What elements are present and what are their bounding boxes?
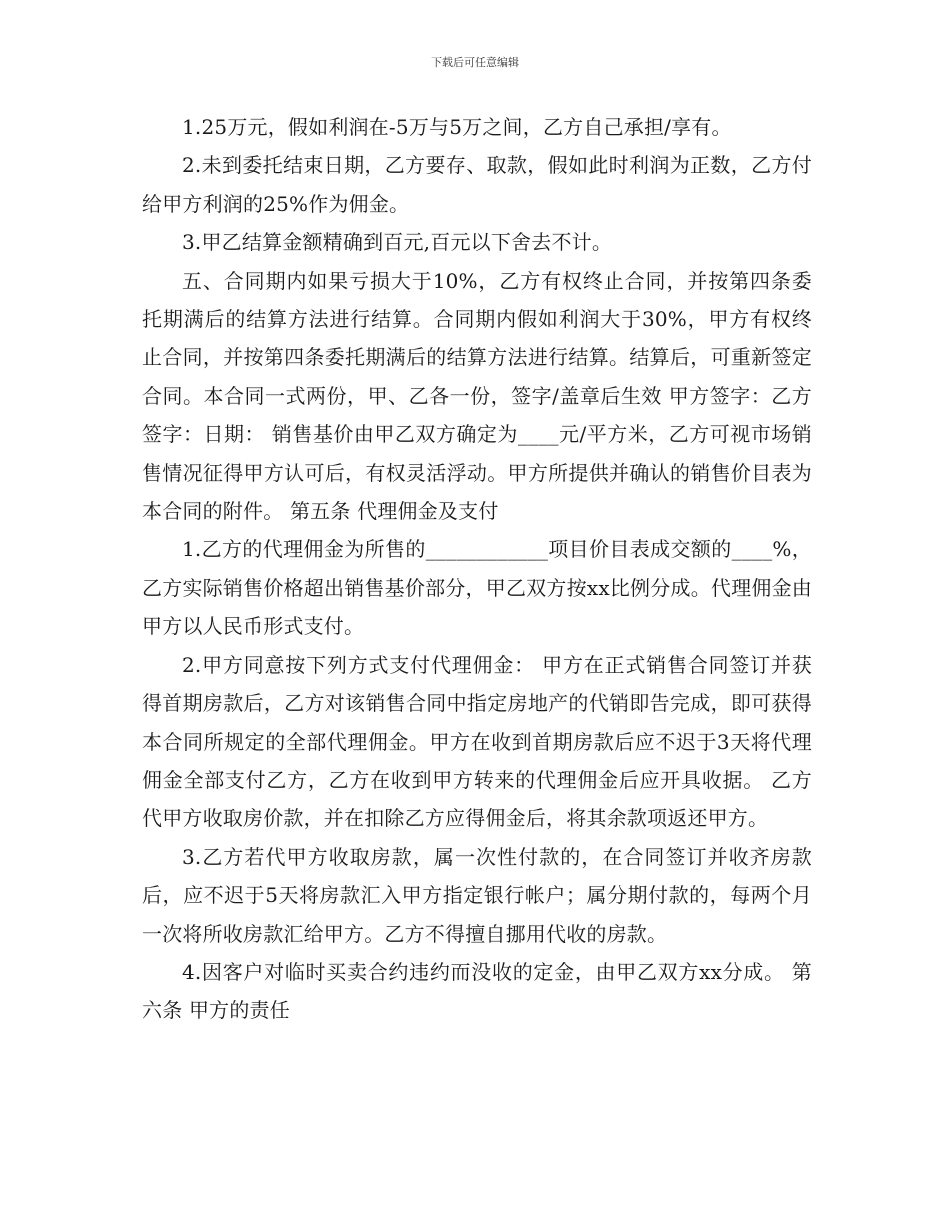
paragraph-8: 4.因客户对临时买卖合约违约而没收的定金，由甲乙双方xx分成。 第六条 甲方的责任 xyxy=(142,959,812,1023)
page-header: 下载后可任意编辑 xyxy=(431,56,519,69)
document-body xyxy=(142,108,812,1030)
paragraph-3: 3.甲乙结算金额精确到百元,百元以下舍去不计。 xyxy=(182,230,613,255)
paragraph-2: 2.未到委托结束日期，乙方要存、取款，假如此时利润为正数，乙方付给甲方利润的25%作为佣金。 xyxy=(142,153,812,216)
paragraph-5: 1.乙方的代理佣金为所售的____________项目价目表成交额的____%，乙方实际销售价格超出销售基价部分，甲乙双方按xx比例分成。代理佣金由甲方以人民币形式支付。 xyxy=(142,537,812,639)
paragraph-4: 五、合同期内如果亏损大于10%，乙方有权终止合同，并按第四条委托期满后的结算方法进行结算。合同期内假如利润大于30%，甲方有权终止合同，并按第四条委托期满后的结算方法进行结算。结算后，可重新签定合同。本合同一式两份，甲、乙各一份，签字/盖章后生效 甲方签字：乙方签字：日期： 销售基价由甲乙双方确定为____元/平方米，乙方可视市场销售情况征得甲方认可后，有权灵活浮动。甲方所提供并确认的销售价目表为本合同的附件。 第五条 代理佣金及支付 xyxy=(142,268,812,524)
paragraph-6: 2.甲方同意按下列方式支付代理佣金： 甲方在正式销售合同签订并获得首期房款后，乙方对该销售合同中指定房地产的代销即告完成，即可获得本合同所规定的全部代理佣金。甲方在收到首期房款后应不迟于3天将代理佣金全部支付乙方，乙方在收到甲方转来的代理佣金后应开具收据。 乙方代甲方收取房价款，并在扣除乙方应得佣金后，将其余款项返还甲方。 xyxy=(142,652,812,831)
paragraph-7: 3.乙方若代甲方收取房款，属一次性付款的，在合同签订并收齐房款后，应不迟于5天将房款汇入甲方指定银行帐户；属分期付款的，每两个月一次将所收房款汇给甲方。乙方不得擅自挪用代收的房款。 xyxy=(142,844,812,946)
paragraph-1: 1.25万元，假如利润在-5万与5万之间，乙方自己承担/享有。 xyxy=(182,115,732,139)
